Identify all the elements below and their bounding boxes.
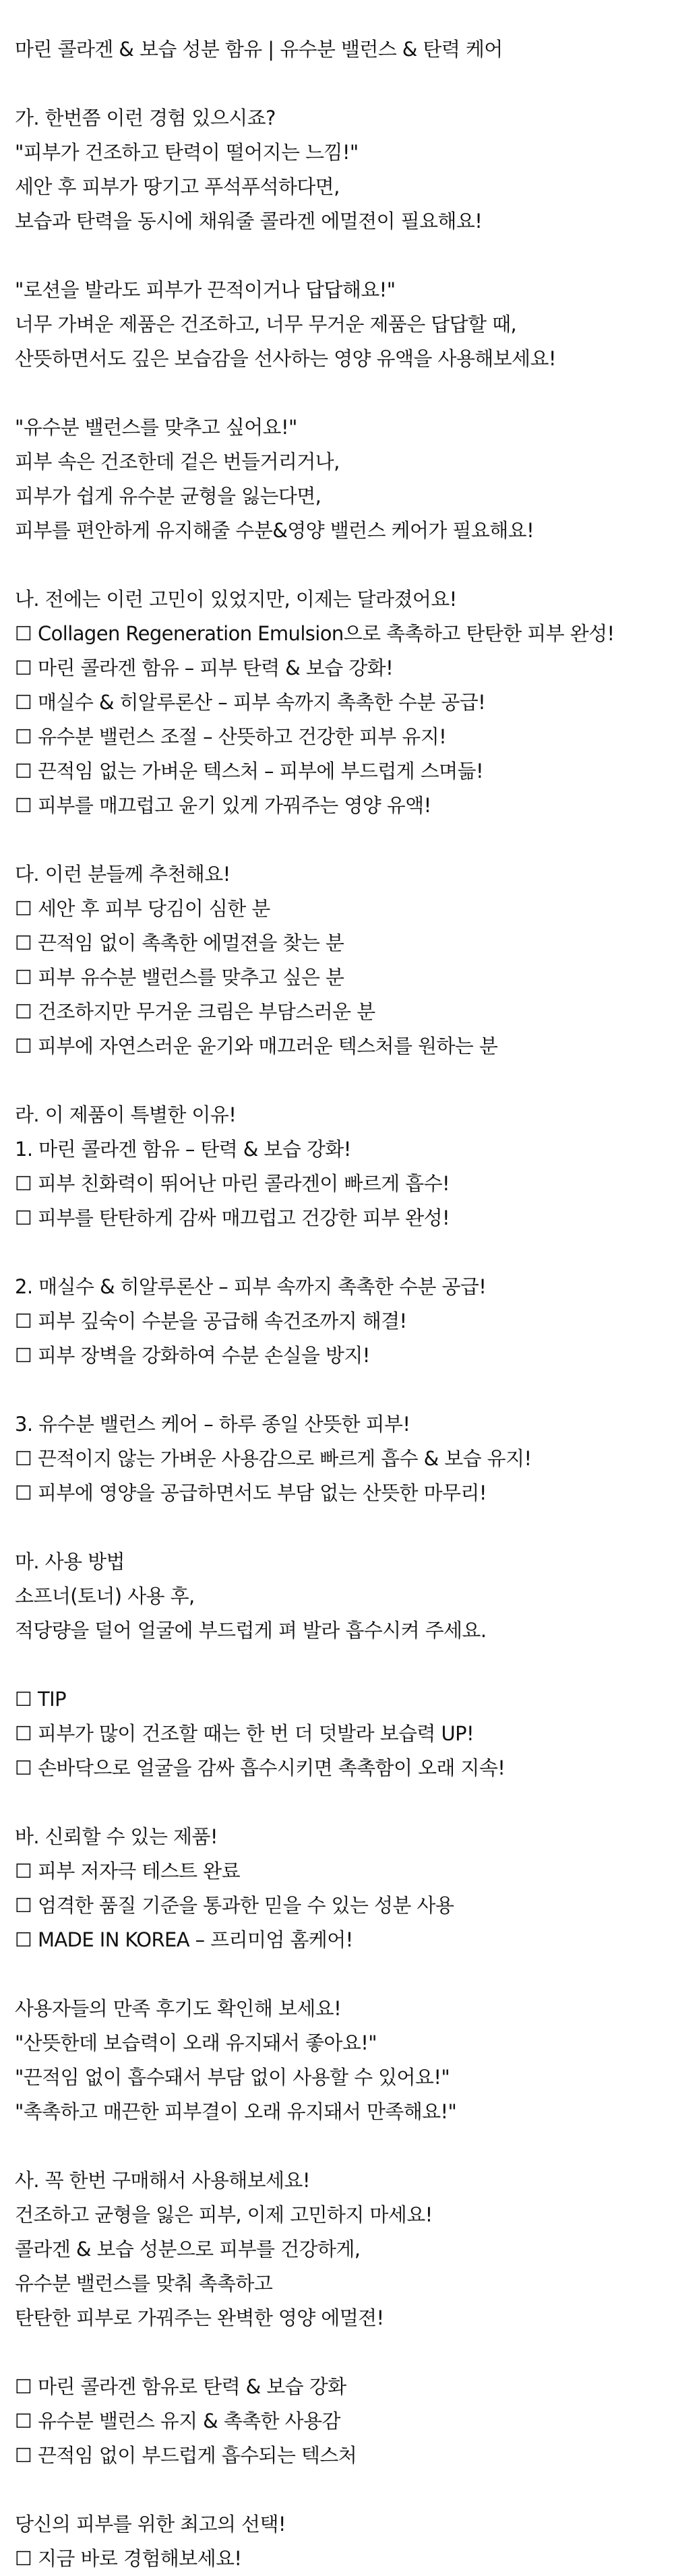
checklist-line: ☐ 엄격한 품질 기준을 통과한 믿을 수 있는 성분 사용 [15, 1894, 454, 1917]
text-line: 피부가 쉽게 유수분 균형을 잃는다면, [15, 485, 321, 508]
text-line: 마린 콜라겐 & 보습 성분 함유 | 유수분 밸런스 & 탄력 케어 [15, 38, 503, 61]
checklist-line: ☐ 피부를 매끄럽고 윤기 있게 가꿔주는 영양 유액! [15, 794, 431, 817]
checklist-line: ☐ 세안 후 피부 당김이 심한 분 [15, 897, 270, 920]
blank-line [15, 1510, 674, 1545]
blank-line [15, 2335, 674, 2370]
text-line: 탄탄한 피부로 가꿔주는 완벽한 영양 에멀젼! [15, 2306, 384, 2329]
text-line: 다. 이런 분들께 추천해요! [15, 863, 231, 886]
checklist-line: ☐ 끈적이지 않는 가벼운 사용감으로 빠르게 흡수 & 보습 유지! [15, 1447, 532, 1470]
text-line: 피부 속은 건조한데 겉은 번들거리거나, [15, 450, 340, 473]
blank-line [15, 1064, 674, 1098]
text-line: 마. 사용 방법 [15, 1550, 125, 1573]
checklist-line: ☐ 피부 친화력이 뛰어난 마린 콜라겐이 빠르게 흡수! [15, 1172, 450, 1195]
blank-line [15, 1235, 674, 1270]
blank-line [15, 1648, 674, 1682]
checklist-line: ☐ 피부 저자극 테스트 완료 [15, 1860, 241, 1882]
blank-line [15, 2473, 674, 2507]
checklist-line: ☐ 유수분 밸런스 조절 – 산뜻하고 건강한 피부 유지! [15, 725, 447, 748]
blank-line [15, 1957, 674, 1992]
text-line: "피부가 건조하고 탄력이 떨어지는 느낌!" [15, 141, 359, 164]
text-line: "유수분 밸런스를 맞추고 싶어요!" [15, 416, 297, 439]
text-line: 나. 전에는 이런 고민이 있었지만, 이제는 달라졌어요! [15, 588, 457, 611]
text-line: 소프너(토너) 사용 후, [15, 1585, 195, 1607]
blank-line [15, 548, 674, 582]
checklist-line: ☐ 피부 유수분 밸런스를 맞추고 싶은 분 [15, 966, 344, 989]
checklist-line: ☐ 피부에 자연스러운 윤기와 매끄러운 텍스처를 원하는 분 [15, 1035, 498, 1057]
checklist-line: ☐ 건조하지만 무거운 크림은 부담스러운 분 [15, 1000, 375, 1023]
text-line: 콜라겐 & 보습 성분으로 피부를 건강하게, [15, 2238, 361, 2261]
text-line: 너무 가벼운 제품은 건조하고, 너무 무거운 제품은 답답할 때, [15, 313, 517, 336]
text-line: 적당량을 덜어 얼굴에 부드럽게 펴 발라 흡수시켜 주세요. [15, 1619, 487, 1642]
checklist-line: ☐ 피부가 많이 건조할 때는 한 번 더 덧발라 보습력 UP! [15, 1722, 474, 1745]
checklist-line: ☐ 피부 장벽을 강화하여 수분 손실을 방지! [15, 1344, 370, 1367]
text-line: 3. 유수분 밸런스 케어 – 하루 종일 산뜻한 피부! [15, 1413, 410, 1436]
text-line: 당신의 피부를 위한 최고의 선택! [15, 2513, 286, 2536]
blank-line [15, 376, 674, 410]
text-line: 보습과 탄력을 동시에 채워줄 콜라겐 에멀젼이 필요해요! [15, 210, 483, 233]
text-line: 유수분 밸런스를 맞춰 촉촉하고 [15, 2272, 273, 2295]
checklist-line: ☐ 끈적임 없이 촉촉한 에멀젼을 찾는 분 [15, 931, 344, 954]
checklist-line: ☐ 끈적임 없는 가벼운 텍스처 – 피부에 부드럽게 스며듦! [15, 760, 483, 783]
checklist-line: ☐ TIP [15, 1688, 66, 1711]
text-line: 세안 후 피부가 땅기고 푸석푸석하다면, [15, 175, 340, 198]
blank-line [15, 2129, 674, 2164]
text-line: 피부를 편안하게 유지해줄 수분&영양 밸런스 케어가 필요해요! [15, 519, 534, 542]
text-line: 산뜻하면서도 깊은 보습감을 선사하는 영양 유액을 사용해보세요! [15, 347, 556, 370]
text-line: "촉촉하고 매끈한 피부결이 오래 유지돼서 만족해요!" [15, 2100, 457, 2123]
text-line: 가. 한번쯤 이런 경험 있으시죠? [15, 106, 276, 129]
text-line: 바. 신뢰할 수 있는 제품! [15, 1825, 218, 1848]
checklist-line: ☐ MADE IN KOREA – 프리미엄 홈케어! [15, 1928, 353, 1951]
checklist-line: ☐ 매실수 & 히알루론산 – 피부 속까지 촉촉한 수분 공급! [15, 691, 486, 714]
text-line: "끈적임 없이 흡수돼서 부담 없이 사용할 수 있어요!" [15, 2066, 450, 2089]
blank-line [15, 239, 674, 273]
checklist-line: ☐ 피부에 영양을 공급하면서도 부담 없는 산뜻한 마무리! [15, 1481, 487, 1504]
checklist-line: ☐ 유수분 밸런스 유지 & 촉촉한 사용감 [15, 2410, 340, 2432]
blank-line [15, 823, 674, 857]
checklist-line: ☐ 피부를 탄탄하게 감싸 매끄럽고 건강한 피부 완성! [15, 1206, 450, 1229]
blank-line [15, 1785, 674, 1820]
checklist-line: ☐ 피부 깊숙이 수분을 공급해 속건조까지 해결! [15, 1310, 407, 1332]
text-line: 사용자들의 만족 후기도 확인해 보세요! [15, 1997, 342, 2020]
checklist-line: ☐ 마린 콜라겐 함유로 탄력 & 보습 강화 [15, 2375, 346, 2398]
blank-line [15, 1373, 674, 1407]
text-line: "로션을 발라도 피부가 끈적이거나 답답해요!" [15, 278, 396, 301]
checklist-line: ☐ 끈적임 없이 부드럽게 흡수되는 텍스처 [15, 2444, 357, 2467]
checklist-line: ☐ 마린 콜라겐 함유 – 피부 탄력 & 보습 강화! [15, 656, 394, 679]
checklist-line: ☐ 지금 바로 경험해보세요! [15, 2547, 242, 2570]
text-line: 1. 마린 콜라겐 함유 – 탄력 & 보습 강화! [15, 1138, 351, 1161]
text-line: "산뜻한데 보습력이 오래 유지돼서 좋아요!" [15, 2031, 377, 2054]
checklist-line: ☐ 손바닥으로 얼굴을 감싸 흡수시키면 촉촉함이 오래 지속! [15, 1756, 506, 1779]
text-line: 사. 꼭 한번 구매해서 사용해보세요! [15, 2169, 310, 2192]
text-line: 라. 이 제품이 특별한 이유! [15, 1103, 237, 1126]
text-line: 2. 매실수 & 히알루론산 – 피부 속까지 촉촉한 수분 공급! [15, 1275, 487, 1298]
blank-line [15, 67, 674, 101]
checklist-line: ☐ Collagen Regeneration Emulsion으로 촉촉하고 탄탄한 피부 완성! [15, 622, 615, 645]
text-line: 건조하고 균형을 잃은 피부, 이제 고민하지 마세요! [15, 2203, 433, 2226]
